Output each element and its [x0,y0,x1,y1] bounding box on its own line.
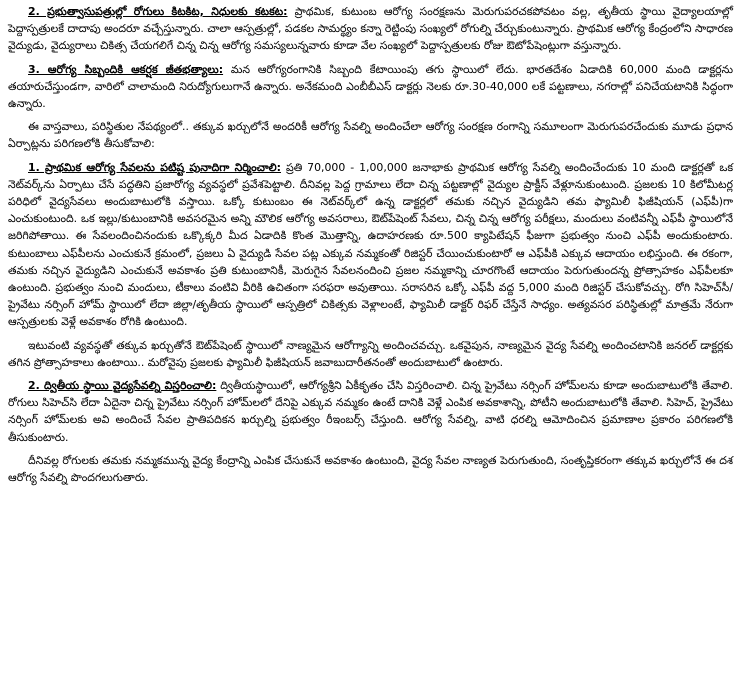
paragraph-patient-choice [8,452,733,486]
paragraph-body: మన ఆరోగ్యరంగానికి సిబ్బంది కేటాయింపు తగు స్థాయిలో లేదు. భారతదేశం ఏడాదికి 60,000 మంది డాక్టర్లను తయారుచేస్తుండగా, వారిలో చాలామంది నిరుద్యోగులుగానే ఉన్నారు. అనేకమంది ఎంబీబీఎస్ డాక్టర్లు నెలకు రూ.30-40,000 లకే పట్టణాలు, నగరాల్లో పనిచేయటానికి సిద్ధంగా ఉన్నారు. [8,62,734,111]
paragraph-system-benefits [8,337,733,371]
paragraph-heading: 1. ప్రాథమిక ఆరోగ్య సేవలను పటిష్ట పునాదిగా నిర్మించాలి: [28,160,281,174]
paragraph-heading: 3. ఆరోగ్య సిబ్బందికి ఆకర్షక జీతభత్యాలు: [28,62,224,76]
paragraph-secondary-care [8,377,733,446]
paragraph-three-arrangements [8,118,733,152]
paragraph-body: ప్రాథమిక, కుటుంబ ఆరోగ్య సంరక్షణను మెరుగుపరచకపోవటం వల్ల, తృతీయ స్థాయి వైద్యాలయాల్లో పెద్దాస్పత్రులకే దాదాపు అందరూ వచ్చేస్తున్నారు. చాలా ఆస్పత్రుల్లో, పడకల సామర్థ్యం కన్నా రెట్టింపు సంఖ్యలో రోగుల్ని చేర్చుకుంటున్నారు. ప్రాథమిక ఆరోగ్య కేంద్రంలోని సాధారణ వైద్యుడు, వైద్యురాలు చికిత్స చేయగలిగే చిన్న చిన్న ఆరోగ్య సమస్యలున్నవారు కూడా వేల సంఖ్యలో పెద్దాస్పత్రులకు రోజు ఔటోపేషెంట్లుగా వస్తున్నారు. [8,5,733,53]
paragraph-heading: 2. ద్వితీయ స్థాయి వైద్యసేవల్ని విస్తరించాలి: [28,379,217,393]
paragraph-body: ఈ వాస్తవాలు, పరిస్థితుల నేపథ్యంలో.. తక్కువ ఖర్చులోనే అందరికీ ఆరోగ్య సేవల్ని అందించేలా ఆరోగ్య సంరక్షణ రంగాన్ని సమూలంగా మెరుగుపరచేందుకు మూడు ప్రధాన ఏర్పాట్లను పరిగణలోకి తీసుకోవాలి: [8,120,733,151]
paragraph-body: ద్వితీయస్థాయిలో, ఆరోగ్యశ్రీని ఏకీకృతం చేసి విస్తరించాలి. చిన్న ప్రైవేటు నర్సింగ్ హోమ్‌లను కూడా అందుబాటులోకి తేవాలి. రోగులు సిహెచ్‌సి లేదా ఏదైనా చిన్న ప్రైవేటు నర్సింగ్ హోమ్‌లలో దేనిపై ఎక్కువ నమ్మకం ఉంటే దానికి వెళ్లే ఎంపిక అవకాశాన్ని, పోటీని అందుబాటులోకి తేవాలి. సిహెచ్, ప్రైవేటు నర్సింగ్ హోమ్‌లకు అవి అందించే సేవల ప్రాతిపదికన ఖర్చుల్ని ప్రభుత్వం రీఇంబర్స్ చేస్తుంది. ఆరోగ్య సేవల్ని, వాటి ధరల్ని ఆమోదించిన ప్రమాణాల ప్రకారం పరిగణలోకి తీసుకుంటారు. [8,379,733,444]
paragraph-body: దీనివల్ల రోగులకు తమకు నమ్మకమున్న వైద్య కేంద్రాన్ని ఎంపిక చేసుకునే అవకాశం ఉంటుంది, వైద్య సేవల నాణ్యత పెరుగుతుంది, సంతృప్తికరంగా తక్కువ ఖర్చులోనే ఈ దశ ఆరోగ్య సేవల్ని పొందగలుగుతారు. [8,453,733,485]
paragraph-heading: 2. ప్రభుత్వాసుపత్రుల్లో రోగులు కిటకిట, నిధులకు కటకట: [28,5,288,18]
paragraph-body: ఇటువంటి వ్యవస్థతో తక్కువ ఖర్చుతోనే ఔట్‌పేషెంట్ స్థాయిలో నాణ్యమైన ఆరోగ్యాన్ని అందించవచ్చు. ఒకవైపున, నాణ్యమైన వైద్య సేవల్ని అందించటానికి జనరల్ డాక్టర్లకు తగిన ప్రోత్సాహకాలు ఉంటాయి.. మరోవైపు ప్రజలకు ఫ్యామిలీ ఫిజీషియన్ జవాబుదారీతనంతో అందుబాటులో ఉంటారు. [8,338,733,369]
paragraph-hospital-crowding [8,3,733,55]
paragraph-primary-care [8,159,733,331]
paragraph-body: ప్రతి 70,000 - 1,00,000 జనాభాకు ప్రాథమిక ఆరోగ్య సేవల్ని అందించేందుకు 10 మంది డాక్టర్లతో ఒక నెట్‌వర్క్‌ను ఏర్పాటు చేసే పద్ధతిని ప్రజారోగ్య వ్యవస్థలో ప్రవేశపెట్టాలి. దీనివల్ల పెద్ద గ్రామాలు లేదా చిన్న పట్టణాల్లో వైద్యుల ప్రాక్టీస్ వేళ్లూనుకుంటుంది. ప్రజలకు 10 కిలోమీటర్ల పరిధిలో వైద్యసేవలు అందుబాటులోకి వస్తాయి. ఒక్కో కుటుంబం ఈ నెట్‌వర్క్‌లో ఉన్న డాక్టర్లలో తమకు నచ్చిన వైద్యుడిని తమ ఫ్యామిలీ ఫిజీషియన్ (ఎఫ్‌పీ)గా ఎంచుకుంటుంది. ఒక ఇల్లు/కుటుంబానికి అవసరమైన అన్ని మౌలిక ఆరోగ్య అవసరాలు, ఔట్‌పేషెంట్ సేవలు, చిన్న చిన్న ఆరోగ్య పరీక్షలు, మందులు వంటివన్నీ ఎఫ్‌పీ స్థాయిలోనే జరిగిపోతాయి. ఈ సేవలందించినందుకు ఒక్కొక్కరి మీద ఏడాదికి కొంత మొత్తాన్ని, ఉదాహరణకు రూ.500 క్యాపిటేషన్ ఫీజుగా ప్రభుత్వం నుంచి ఎఫ్‌పీ అందుకుంటారు. కుటుంబాలు ఎఫ్‌పీలను ఎంచుకునే క్రమంలో, ప్రజలు ఏ వైద్యుడి సేవల పట్ల ఎక్కువ నమ్మకంతో రిజిస్టర్ చేయించుకుంటారో ఆ ఎఫ్‌పీకి ఎక్కువ ఆదాయం లభిస్తుంది. ఈ రకంగా, తమకు నచ్చిన వైద్యుడిని ఎంచుకునే అవకాశం ప్రతి కుటుంబానికీ, మెరుగైన సేవలనందించి ప్రజల నమ్మకాన్ని చూరగొంటే ఆదాయం పెరుగుతుందన్న ప్రోత్సాహకం ఎఫ్‌పీలకూ ఉంటుంది. ప్రభుత్వం నుంచి మందులు, టీకాలు వంటివి వీరికి ఉచితంగా సరఫరా అవుతాయి. సరాసరిన ఒక్కో ఎఫ్‌పీ వద్ద 5,000 మంది రిజిస్టర్ చేసుకోవచ్చు. రోగి సిహెచ్‌సీ/ ప్రైవేటు నర్సింగ్ హోమ్ స్థాయిలో లేదా జిల్లా/తృతీయ స్థాయిలో ఆస్పత్రిలో చికిత్సకు వెళ్లాలంటే, ఫ్యామిలీ డాక్టర్ రిఫర్ చేస్తేనే సాధ్యం. అత్యవసర పరిస్థితుల్లో మాత్రమే నేరుగా ఆస్పత్రులకు వెళ్లే అవకాశం రోగికి ఉంటుంది. [8,160,734,329]
paragraph-staff-salaries [8,61,733,113]
